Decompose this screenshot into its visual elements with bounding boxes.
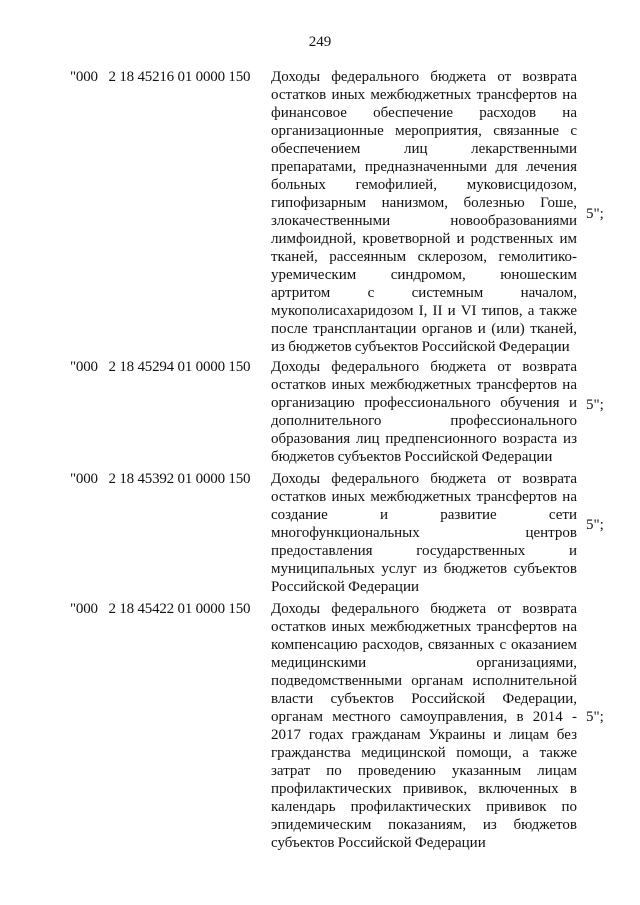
table-row	[0, 600, 640, 852]
row-suffix: 5";	[586, 397, 604, 413]
budget-classification-code: "000 2 18 45294 01 0000 150	[70, 359, 251, 375]
income-description: Доходы федерального бюджета от возврата остатков иных межбюджетных трансфертов на создание и развитие сети многофункциональных центров предоставления государственных и муниципальных услуг из бюджетов субъектов Российской Федерации	[271, 471, 577, 595]
row-suffix: 5";	[586, 709, 604, 725]
budget-classification-code: "000 2 18 45392 01 0000 150	[70, 471, 251, 487]
table-row	[0, 358, 640, 466]
budget-code-table	[0, 68, 640, 852]
page-number: 249	[308, 34, 332, 50]
budget-classification-code: "000 2 18 45216 01 0000 150	[70, 69, 251, 85]
row-suffix: 5";	[586, 206, 604, 222]
income-description: Доходы федерального бюджета от возврата остатков иных межбюджетных трансфертов на компенсацию расходов, связанных с оказанием медицинскими организациями, подведомственными органам исполнительной власти субъектов Российской Федерации, органам местного самоуправления, в 2014 - 2017 годах гражданам Украины и лицам без гражданства медицинской помощи, а также затрат по проведению указанным лицам профилактических прививок, включенных в календарь профилактических прививок по эпидемическим показаниям, из бюджетов субъектов Российской Федерации	[271, 601, 577, 851]
table-row	[0, 470, 640, 596]
row-suffix: 5";	[586, 517, 604, 533]
income-description: Доходы федерального бюджета от возврата остатков иных межбюджетных трансфертов на финансовое обеспечение расходов на организационные мероприятия, связанные с обеспечением лиц лекарственными препаратами, предназначенными для лечения больных гемофилией, муковисцидозом, гипофизарным нанизмом, болезнью Гоше, злокачественными новообразованиями лимфоидной, кроветворной и родственных им тканей, рассеянным склерозом, гемолитико-уремическим синдромом, юношеским артритом с системным началом, мукополисахаридозом I, II и VI типов, а также после трансплантации органов и (или) тканей, из бюджетов субъектов Российской Федерации	[271, 69, 577, 355]
budget-classification-code: "000 2 18 45422 01 0000 150	[70, 601, 251, 617]
income-description: Доходы федерального бюджета от возврата остатков иных межбюджетных трансфертов на организацию профессионального обучения и дополнительного профессионального образования лиц предпенсионного возраста из бюджетов субъектов Российской Федерации	[271, 359, 577, 465]
table-row	[0, 68, 640, 356]
